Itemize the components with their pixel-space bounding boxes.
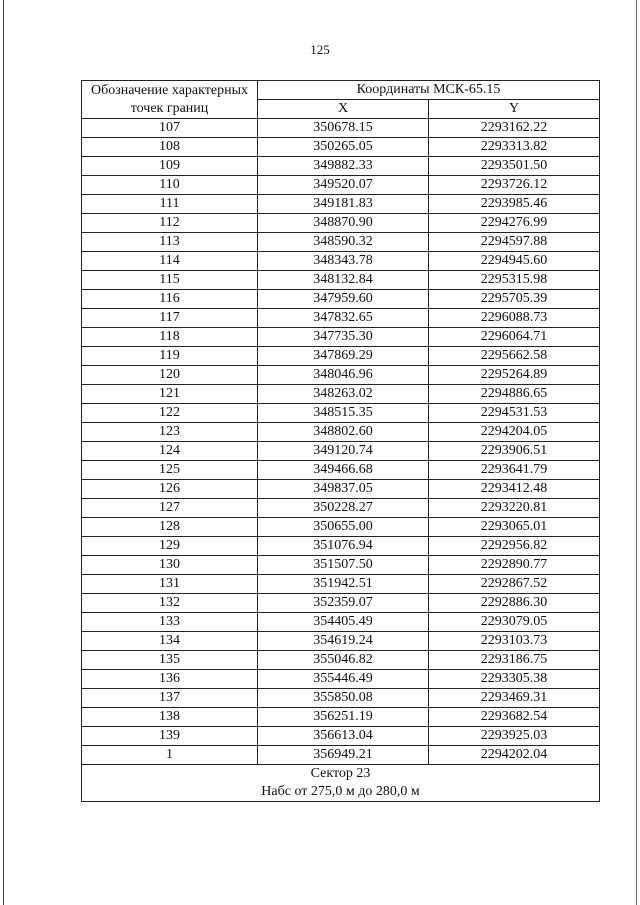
y-coordinate-cell: 2293641.79 — [429, 461, 600, 480]
y-coordinate-cell: 2293469.31 — [429, 689, 600, 708]
table-row — [82, 537, 600, 556]
point-designation-header: Обозначение характерных точек границ — [82, 81, 258, 119]
x-coordinate-cell: 355046.82 — [258, 651, 429, 670]
scan-edge-right — [636, 0, 637, 905]
y-coordinate-cell: 2296064.71 — [429, 328, 600, 347]
y-coordinate-cell: 2293726.12 — [429, 176, 600, 195]
y-coordinate-cell: 2293186.75 — [429, 651, 600, 670]
x-coordinate-cell: 351942.51 — [258, 575, 429, 594]
point-cell: 126 — [82, 480, 258, 499]
table-row — [82, 176, 600, 195]
table-row — [82, 366, 600, 385]
x-coordinate-cell: 351507.50 — [258, 556, 429, 575]
x-coordinate-cell: 347959.60 — [258, 290, 429, 309]
x-coordinate-cell: 349181.83 — [258, 195, 429, 214]
x-coordinate-cell: 354405.49 — [258, 613, 429, 632]
point-cell: 107 — [82, 119, 258, 138]
x-coordinate-cell: 349837.05 — [258, 480, 429, 499]
coordinate-system-header: Координаты МСК-65.15 — [258, 81, 600, 100]
x-coordinate-cell: 351076.94 — [258, 537, 429, 556]
point-cell: 135 — [82, 651, 258, 670]
table-row — [82, 670, 600, 689]
x-coordinate-cell: 347735.30 — [258, 328, 429, 347]
x-coordinate-cell: 348870.90 — [258, 214, 429, 233]
point-cell: 127 — [82, 499, 258, 518]
x-coordinate-cell: 354619.24 — [258, 632, 429, 651]
point-cell: 122 — [82, 404, 258, 423]
y-coordinate-cell: 2293682.54 — [429, 708, 600, 727]
table-row — [82, 613, 600, 632]
table-row — [82, 727, 600, 746]
x-coordinate-cell: 355446.49 — [258, 670, 429, 689]
point-cell: 132 — [82, 594, 258, 613]
table-row — [82, 746, 600, 765]
y-coordinate-cell: 2294204.05 — [429, 423, 600, 442]
y-coordinate-cell: 2293412.48 — [429, 480, 600, 499]
y-coordinate-cell: 2294945.60 — [429, 252, 600, 271]
point-cell: 128 — [82, 518, 258, 537]
table-row — [82, 404, 600, 423]
table-row — [82, 233, 600, 252]
table-row — [82, 556, 600, 575]
y-coordinate-cell: 2296088.73 — [429, 309, 600, 328]
y-coordinate-cell: 2293925.03 — [429, 727, 600, 746]
scan-edge-left — [3, 0, 4, 905]
x-coordinate-cell: 356613.04 — [258, 727, 429, 746]
x-column-header: X — [258, 100, 429, 119]
y-coordinate-cell: 2292867.52 — [429, 575, 600, 594]
height-range-label: Набс от 275,0 м до 280,0 м — [261, 784, 420, 799]
point-cell: 110 — [82, 176, 258, 195]
x-coordinate-cell: 356251.19 — [258, 708, 429, 727]
point-cell: 120 — [82, 366, 258, 385]
x-coordinate-cell: 348046.96 — [258, 366, 429, 385]
y-coordinate-cell: 2295264.89 — [429, 366, 600, 385]
point-cell: 111 — [82, 195, 258, 214]
y-coordinate-cell: 2294202.04 — [429, 746, 600, 765]
y-coordinate-cell: 2294531.53 — [429, 404, 600, 423]
point-cell: 108 — [82, 138, 258, 157]
point-cell: 121 — [82, 385, 258, 404]
x-coordinate-cell: 350655.00 — [258, 518, 429, 537]
x-coordinate-cell: 348515.35 — [258, 404, 429, 423]
x-coordinate-cell: 347869.29 — [258, 347, 429, 366]
table-row — [82, 119, 600, 138]
x-coordinate-cell: 350228.27 — [258, 499, 429, 518]
table-row — [82, 632, 600, 651]
table-row — [82, 708, 600, 727]
point-cell: 114 — [82, 252, 258, 271]
x-coordinate-cell: 352359.07 — [258, 594, 429, 613]
point-cell: 133 — [82, 613, 258, 632]
point-cell: 112 — [82, 214, 258, 233]
point-cell: 123 — [82, 423, 258, 442]
y-column-header: Y — [429, 100, 600, 119]
y-coordinate-cell: 2293220.81 — [429, 499, 600, 518]
x-coordinate-cell: 348802.60 — [258, 423, 429, 442]
y-coordinate-cell: 2293313.82 — [429, 138, 600, 157]
table-body — [82, 119, 600, 765]
table-row — [82, 309, 600, 328]
table-row — [82, 157, 600, 176]
y-coordinate-cell: 2295662.58 — [429, 347, 600, 366]
y-coordinate-cell: 2294886.65 — [429, 385, 600, 404]
y-coordinate-cell: 2293103.73 — [429, 632, 600, 651]
x-coordinate-cell: 348343.78 — [258, 252, 429, 271]
y-coordinate-cell: 2293079.05 — [429, 613, 600, 632]
y-coordinate-cell: 2293906.51 — [429, 442, 600, 461]
y-coordinate-cell: 2295705.39 — [429, 290, 600, 309]
table-row — [82, 138, 600, 157]
y-coordinate-cell: 2293305.38 — [429, 670, 600, 689]
point-cell: 117 — [82, 309, 258, 328]
x-coordinate-cell: 349466.68 — [258, 461, 429, 480]
x-coordinate-cell: 355850.08 — [258, 689, 429, 708]
x-coordinate-cell: 349882.33 — [258, 157, 429, 176]
point-cell: 137 — [82, 689, 258, 708]
y-coordinate-cell: 2292886.30 — [429, 594, 600, 613]
table-row — [82, 252, 600, 271]
point-cell: 124 — [82, 442, 258, 461]
sector-label: Сектор 23 — [310, 766, 371, 781]
y-coordinate-cell: 2293985.46 — [429, 195, 600, 214]
point-cell: 1 — [82, 746, 258, 765]
x-coordinate-cell: 348590.32 — [258, 233, 429, 252]
table-row — [82, 347, 600, 366]
table-row — [82, 689, 600, 708]
y-coordinate-cell: 2293162.22 — [429, 119, 600, 138]
table-row — [82, 214, 600, 233]
x-coordinate-cell: 349520.07 — [258, 176, 429, 195]
y-coordinate-cell: 2292956.82 — [429, 537, 600, 556]
x-coordinate-cell: 350678.15 — [258, 119, 429, 138]
point-cell: 116 — [82, 290, 258, 309]
x-coordinate-cell: 350265.05 — [258, 138, 429, 157]
point-cell: 134 — [82, 632, 258, 651]
table-row — [82, 594, 600, 613]
table-row — [82, 480, 600, 499]
table-row — [82, 423, 600, 442]
table-row — [82, 518, 600, 537]
x-coordinate-cell: 347832.65 — [258, 309, 429, 328]
point-cell: 119 — [82, 347, 258, 366]
table-row — [82, 271, 600, 290]
coordinates-table — [81, 80, 600, 802]
sector-footer — [82, 765, 600, 802]
point-cell: 130 — [82, 556, 258, 575]
table-row — [82, 195, 600, 214]
point-cell: 138 — [82, 708, 258, 727]
y-coordinate-cell: 2293065.01 — [429, 518, 600, 537]
y-coordinate-cell: 2294597.88 — [429, 233, 600, 252]
page-number: 125 — [310, 42, 330, 57]
table-row — [82, 651, 600, 670]
point-cell: 136 — [82, 670, 258, 689]
table-row — [82, 290, 600, 309]
point-cell: 131 — [82, 575, 258, 594]
y-coordinate-cell: 2294276.99 — [429, 214, 600, 233]
x-coordinate-cell: 349120.74 — [258, 442, 429, 461]
table-row — [82, 499, 600, 518]
table-row — [82, 328, 600, 347]
x-coordinate-cell: 348263.02 — [258, 385, 429, 404]
point-cell: 125 — [82, 461, 258, 480]
x-coordinate-cell: 348132.84 — [258, 271, 429, 290]
point-cell: 118 — [82, 328, 258, 347]
point-cell: 109 — [82, 157, 258, 176]
table-row — [82, 442, 600, 461]
table-row — [82, 385, 600, 404]
point-cell: 139 — [82, 727, 258, 746]
table-row — [82, 575, 600, 594]
point-cell: 115 — [82, 271, 258, 290]
point-cell: 113 — [82, 233, 258, 252]
y-coordinate-cell: 2293501.50 — [429, 157, 600, 176]
y-coordinate-cell: 2292890.77 — [429, 556, 600, 575]
x-coordinate-cell: 356949.21 — [258, 746, 429, 765]
table-row — [82, 461, 600, 480]
y-coordinate-cell: 2295315.98 — [429, 271, 600, 290]
point-cell: 129 — [82, 537, 258, 556]
